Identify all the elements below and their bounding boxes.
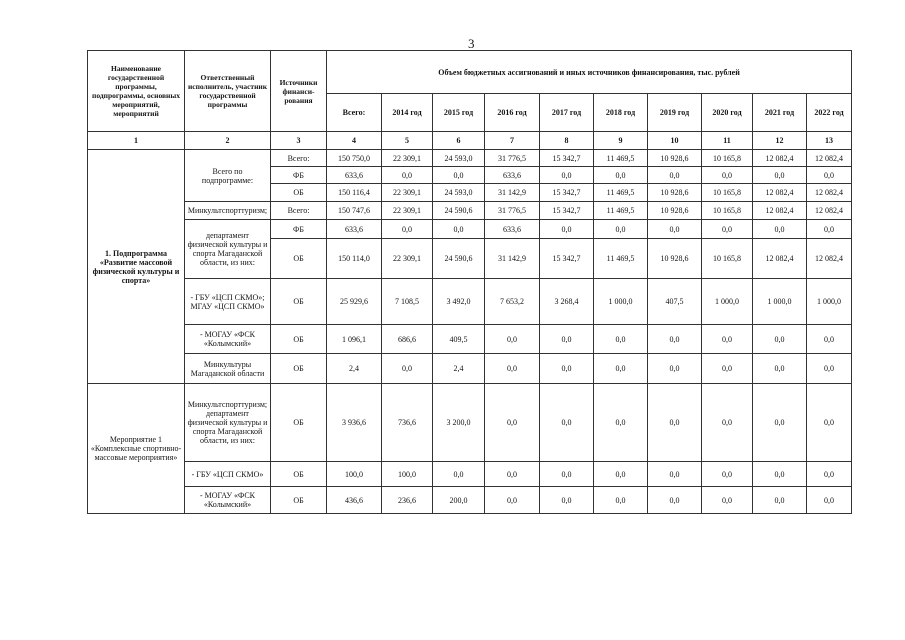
year-value-cell: 15 342,7	[540, 184, 594, 202]
header-year: 2014 год	[382, 94, 433, 132]
column-number: 11	[702, 132, 753, 150]
year-value-cell: 3 492,0	[433, 279, 485, 325]
total-value-cell: 150 116,4	[327, 184, 382, 202]
header-year: 2018 год	[594, 94, 648, 132]
column-number: 3	[271, 132, 327, 150]
year-value-cell: 12 082,4	[753, 239, 807, 279]
year-value-cell: 633,6	[485, 220, 540, 239]
year-value-cell: 7 108,5	[382, 279, 433, 325]
year-value-cell: 0,0	[485, 462, 540, 487]
header-program-name: Наименование государственной программы, подпрограммы, основных мероприятий, мероприятий	[88, 51, 185, 132]
table-row	[88, 354, 852, 384]
year-value-cell: 0,0	[594, 487, 648, 514]
column-number: 12	[753, 132, 807, 150]
year-value-cell: 0,0	[540, 220, 594, 239]
year-value-cell: 1 000,0	[807, 279, 852, 325]
executor-cell: Минкультспорттуризм;	[185, 202, 271, 220]
year-value-cell: 0,0	[648, 220, 702, 239]
year-value-cell: 10 165,8	[702, 239, 753, 279]
header-year: 2016 год	[485, 94, 540, 132]
funding-source-cell: ФБ	[271, 220, 327, 239]
executor-cell: - ГБУ «ЦСП СКМО»; МГАУ «ЦСП СКМО»	[185, 279, 271, 325]
year-value-cell: 0,0	[540, 325, 594, 354]
year-value-cell: 0,0	[807, 325, 852, 354]
year-value-cell: 0,0	[753, 487, 807, 514]
funding-source-cell: ОБ	[271, 239, 327, 279]
funding-source-cell: Всего:	[271, 202, 327, 220]
year-value-cell: 31 142,9	[485, 239, 540, 279]
year-value-cell: 0,0	[807, 384, 852, 462]
year-value-cell: 736,6	[382, 384, 433, 462]
header-executor: Ответственный исполнитель, участник государственной программы	[185, 51, 271, 132]
year-value-cell: 200,0	[433, 487, 485, 514]
year-value-cell: 0,0	[753, 354, 807, 384]
year-value-cell: 686,6	[382, 325, 433, 354]
year-value-cell: 0,0	[540, 354, 594, 384]
table-row	[88, 220, 852, 239]
year-value-cell: 0,0	[702, 462, 753, 487]
total-value-cell: 150 114,0	[327, 239, 382, 279]
year-value-cell: 0,0	[807, 462, 852, 487]
header-year: 2021 год	[753, 94, 807, 132]
year-value-cell: 24 593,0	[433, 150, 485, 167]
year-value-cell: 24 593,0	[433, 184, 485, 202]
column-number: 2	[185, 132, 271, 150]
header-total: Всего:	[327, 94, 382, 132]
year-value-cell: 12 082,4	[807, 184, 852, 202]
executor-cell: - МОГАУ «ФСК «Колымский»	[185, 325, 271, 354]
funding-source-cell: ОБ	[271, 487, 327, 514]
year-value-cell: 100,0	[382, 462, 433, 487]
year-value-cell: 10 928,6	[648, 150, 702, 167]
year-value-cell: 0,0	[485, 487, 540, 514]
table-row	[88, 150, 852, 167]
column-number: 8	[540, 132, 594, 150]
year-value-cell: 10 165,8	[702, 150, 753, 167]
year-value-cell: 15 342,7	[540, 150, 594, 167]
funding-source-cell: ОБ	[271, 384, 327, 462]
year-value-cell: 0,0	[648, 325, 702, 354]
year-value-cell: 0,0	[594, 354, 648, 384]
year-value-cell: 11 469,5	[594, 150, 648, 167]
total-value-cell: 150 750,0	[327, 150, 382, 167]
table-row	[88, 384, 852, 462]
year-value-cell: 0,0	[648, 354, 702, 384]
year-value-cell: 0,0	[485, 325, 540, 354]
year-value-cell: 0,0	[382, 354, 433, 384]
year-value-cell: 0,0	[702, 487, 753, 514]
executor-cell: - МОГАУ «ФСК «Колымский»	[185, 487, 271, 514]
year-value-cell: 0,0	[753, 325, 807, 354]
year-value-cell: 10 928,6	[648, 239, 702, 279]
header-budget-volume: Объем бюджетных ассигнований и иных источников финансирования, тыс. рублей	[327, 51, 852, 94]
header-funding-source: Источники финанси-рования	[271, 51, 327, 132]
year-value-cell: 0,0	[807, 354, 852, 384]
header-year: 2019 год	[648, 94, 702, 132]
year-value-cell: 15 342,7	[540, 239, 594, 279]
executor-cell: департамент физической культуры и спорта Магаданской области, из них:	[185, 220, 271, 279]
year-value-cell: 11 469,5	[594, 184, 648, 202]
year-value-cell: 3 268,4	[540, 279, 594, 325]
year-value-cell: 3 200,0	[433, 384, 485, 462]
executor-cell: Минкультспорттуризм; департамент физической культуры и спорта Магаданской области, из них:	[185, 384, 271, 462]
total-value-cell: 3 936,6	[327, 384, 382, 462]
column-number: 5	[382, 132, 433, 150]
year-value-cell: 0,0	[594, 325, 648, 354]
column-number: 6	[433, 132, 485, 150]
table-row	[88, 325, 852, 354]
table-row	[88, 487, 852, 514]
year-value-cell: 12 082,4	[807, 150, 852, 167]
year-value-cell: 0,0	[753, 167, 807, 184]
year-value-cell: 0,0	[540, 167, 594, 184]
funding-source-cell: ОБ	[271, 184, 327, 202]
year-value-cell: 12 082,4	[753, 202, 807, 220]
column-number: 9	[594, 132, 648, 150]
year-value-cell: 15 342,7	[540, 202, 594, 220]
year-value-cell: 7 653,2	[485, 279, 540, 325]
total-value-cell: 25 929,6	[327, 279, 382, 325]
funding-source-cell: ОБ	[271, 325, 327, 354]
header-year: 2020 год	[702, 94, 753, 132]
year-value-cell: 0,0	[485, 384, 540, 462]
year-value-cell: 1 000,0	[753, 279, 807, 325]
executor-cell: - ГБУ «ЦСП СКМО»	[185, 462, 271, 487]
column-number-row	[88, 132, 852, 150]
header-year: 2015 год	[433, 94, 485, 132]
year-value-cell: 0,0	[433, 220, 485, 239]
year-value-cell: 22 309,1	[382, 239, 433, 279]
year-value-cell: 409,5	[433, 325, 485, 354]
year-value-cell: 0,0	[540, 487, 594, 514]
table-row	[88, 462, 852, 487]
year-value-cell: 0,0	[594, 220, 648, 239]
year-value-cell: 0,0	[702, 220, 753, 239]
year-value-cell: 633,6	[485, 167, 540, 184]
budget-allocation-table	[87, 50, 852, 514]
column-number: 10	[648, 132, 702, 150]
total-value-cell: 633,6	[327, 167, 382, 184]
year-value-cell: 10 165,8	[702, 184, 753, 202]
year-value-cell: 0,0	[382, 167, 433, 184]
year-value-cell: 0,0	[702, 354, 753, 384]
year-value-cell: 10 928,6	[648, 184, 702, 202]
subprogram-name: 1. Подпрограмма «Развитие массовой физической культуры и спорта»	[88, 150, 185, 384]
year-value-cell: 0,0	[702, 325, 753, 354]
year-value-cell: 24 590,6	[433, 202, 485, 220]
table-header	[88, 51, 852, 150]
year-value-cell: 0,0	[753, 384, 807, 462]
year-value-cell: 407,5	[648, 279, 702, 325]
funding-source-cell: ОБ	[271, 279, 327, 325]
header-year: 2022 год	[807, 94, 852, 132]
funding-source-cell: ОБ	[271, 354, 327, 384]
column-number: 7	[485, 132, 540, 150]
column-number: 1	[88, 132, 185, 150]
year-value-cell: 0,0	[648, 167, 702, 184]
column-number: 4	[327, 132, 382, 150]
year-value-cell: 0,0	[594, 167, 648, 184]
year-value-cell: 11 469,5	[594, 239, 648, 279]
year-value-cell: 1 000,0	[702, 279, 753, 325]
year-value-cell: 12 082,4	[753, 184, 807, 202]
funding-source-cell: ОБ	[271, 462, 327, 487]
year-value-cell: 0,0	[540, 384, 594, 462]
year-value-cell: 2,4	[433, 354, 485, 384]
year-value-cell: 12 082,4	[753, 150, 807, 167]
total-value-cell: 150 747,6	[327, 202, 382, 220]
year-value-cell: 0,0	[594, 384, 648, 462]
year-value-cell: 0,0	[433, 462, 485, 487]
page-number: 3	[468, 36, 475, 51]
executor-cell: Всего по подпрограмме:	[185, 150, 271, 202]
year-value-cell: 31 776,5	[485, 150, 540, 167]
total-value-cell: 436,6	[327, 487, 382, 514]
year-value-cell: 12 082,4	[807, 239, 852, 279]
year-value-cell: 22 309,1	[382, 184, 433, 202]
year-value-cell: 0,0	[807, 220, 852, 239]
table-body	[88, 150, 852, 514]
year-value-cell: 22 309,1	[382, 150, 433, 167]
year-value-cell: 10 928,6	[648, 202, 702, 220]
table-row	[88, 279, 852, 325]
year-value-cell: 10 165,8	[702, 202, 753, 220]
year-value-cell: 11 469,5	[594, 202, 648, 220]
event-name: Мероприятие 1 «Комплексные спортивно-массовые мероприятия»	[88, 384, 185, 514]
year-value-cell: 236,6	[382, 487, 433, 514]
year-value-cell: 0,0	[540, 462, 594, 487]
header-year: 2017 год	[540, 94, 594, 132]
year-value-cell: 0,0	[753, 220, 807, 239]
year-value-cell: 0,0	[753, 462, 807, 487]
total-value-cell: 633,6	[327, 220, 382, 239]
total-value-cell: 100,0	[327, 462, 382, 487]
year-value-cell: 0,0	[702, 384, 753, 462]
total-value-cell: 2,4	[327, 354, 382, 384]
executor-cell: Минкультуры Магаданской области	[185, 354, 271, 384]
year-value-cell: 0,0	[807, 487, 852, 514]
year-value-cell: 31 142,9	[485, 184, 540, 202]
table-row	[88, 202, 852, 220]
funding-source-cell: ФБ	[271, 167, 327, 184]
year-value-cell: 24 590,6	[433, 239, 485, 279]
year-value-cell: 22 309,1	[382, 202, 433, 220]
year-value-cell: 0,0	[594, 462, 648, 487]
total-value-cell: 1 096,1	[327, 325, 382, 354]
year-value-cell: 0,0	[702, 167, 753, 184]
year-value-cell: 0,0	[648, 384, 702, 462]
funding-source-cell: Всего:	[271, 150, 327, 167]
year-value-cell: 0,0	[433, 167, 485, 184]
year-value-cell: 1 000,0	[594, 279, 648, 325]
year-value-cell: 0,0	[382, 220, 433, 239]
year-value-cell: 0,0	[648, 487, 702, 514]
year-value-cell: 0,0	[807, 167, 852, 184]
column-number: 13	[807, 132, 852, 150]
year-value-cell: 0,0	[648, 462, 702, 487]
year-value-cell: 12 082,4	[807, 202, 852, 220]
year-value-cell: 31 776,5	[485, 202, 540, 220]
year-value-cell: 0,0	[485, 354, 540, 384]
